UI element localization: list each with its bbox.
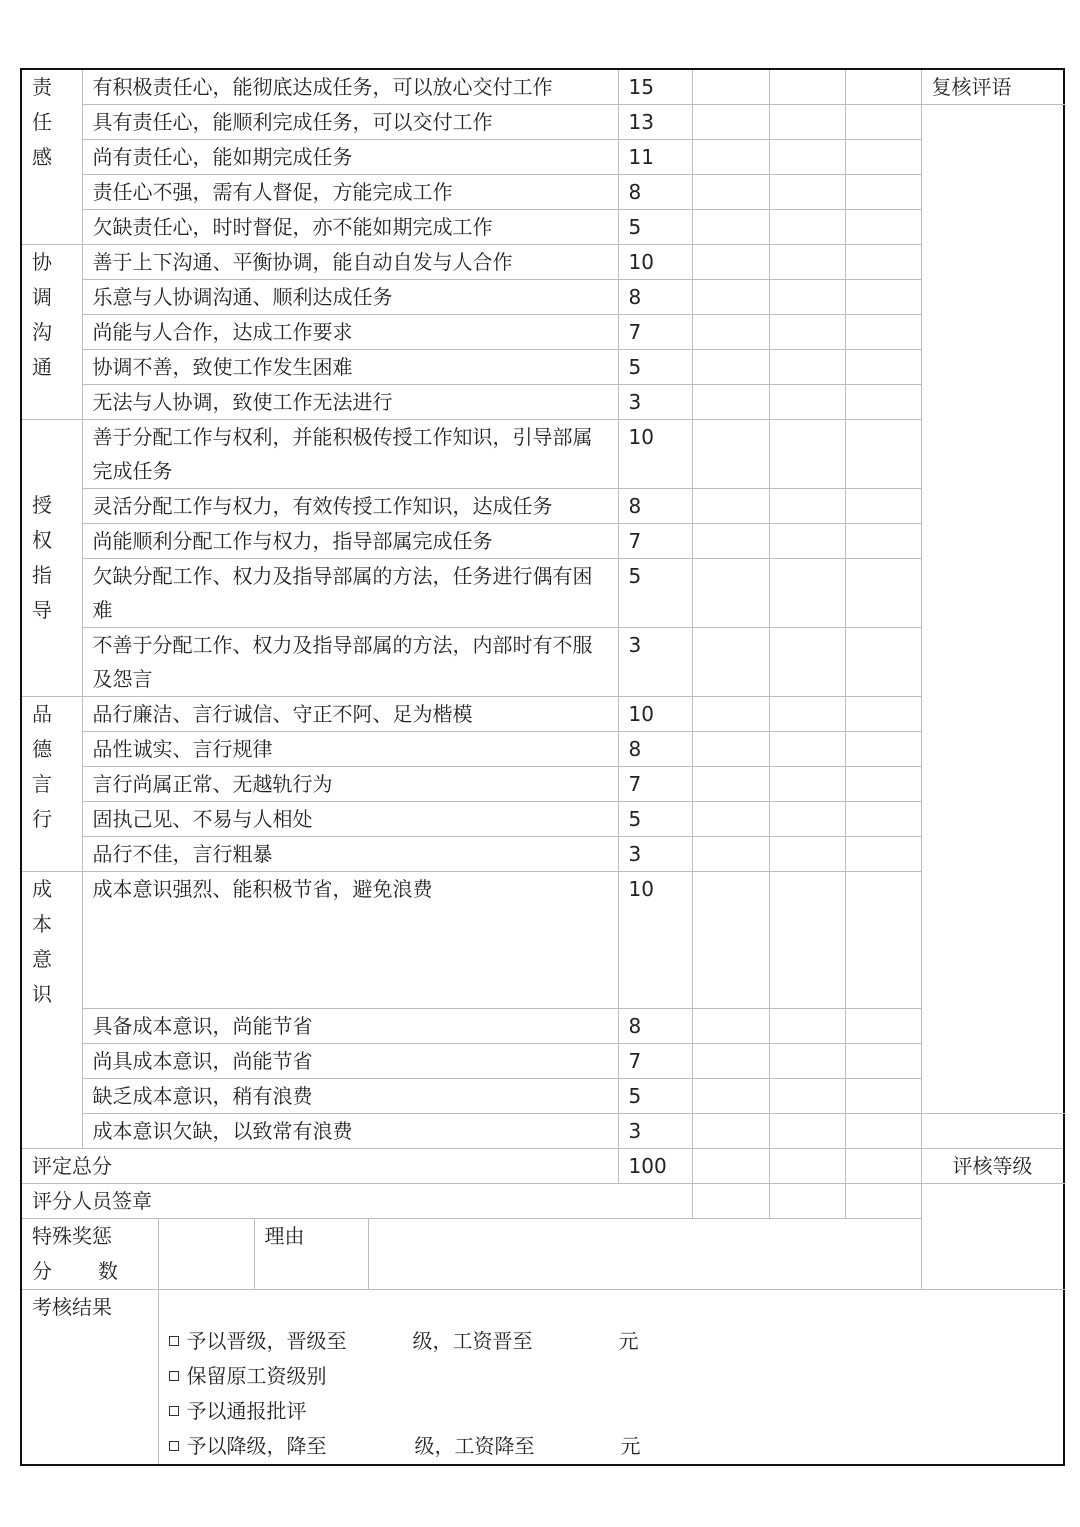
rating-cell[interactable] [845, 732, 921, 767]
signature-cell[interactable] [769, 1184, 845, 1219]
option-criticize[interactable] [169, 1394, 1054, 1429]
rating-cell[interactable] [692, 697, 769, 732]
criterion-description: 欠缺分配工作、权力及指导部属的方法，任务进行偶有困难 [82, 559, 618, 628]
rating-cell[interactable] [845, 420, 921, 489]
rating-cell[interactable] [845, 872, 921, 1009]
rating-cell[interactable] [769, 280, 845, 315]
signature-cell[interactable] [845, 1184, 921, 1219]
criterion-description: 成本意识强烈、能积极节省，避免浪费 [82, 872, 618, 1009]
criterion-score: 13 [618, 105, 692, 140]
category-label: 成本意识 [21, 872, 82, 1149]
rating-cell[interactable] [692, 210, 769, 245]
rating-cell[interactable] [845, 524, 921, 559]
criterion-description: 尚能顺利分配工作与权力，指导部属完成任务 [82, 524, 618, 559]
rating-cell[interactable] [769, 872, 845, 1009]
criterion-description: 不善于分配工作、权力及指导部属的方法，内部时有不服及怨言 [82, 628, 618, 697]
rating-cell[interactable] [692, 732, 769, 767]
option-keep-level-text: 保留原工资级别 [186, 1364, 327, 1388]
criterion-score: 10 [618, 697, 692, 732]
option-keep-level[interactable] [169, 1359, 1054, 1394]
rating-cell[interactable] [845, 1079, 921, 1114]
rating-total-cell[interactable] [845, 1149, 921, 1184]
criterion-description: 尚有责任心，能如期完成任务 [82, 140, 618, 175]
rating-cell[interactable] [692, 420, 769, 489]
rating-cell[interactable] [692, 1009, 769, 1044]
option-criticize-text: 予以通报批评 [186, 1399, 307, 1423]
rating-cell[interactable] [845, 837, 921, 872]
rating-cell[interactable] [692, 1044, 769, 1079]
total-score-value: 100 [618, 1149, 692, 1184]
rating-cell[interactable] [692, 280, 769, 315]
rating-cell[interactable] [845, 1114, 921, 1149]
criterion-description: 协调不善，致使工作发生困难 [82, 350, 618, 385]
rating-cell[interactable] [769, 732, 845, 767]
rating-cell[interactable] [692, 350, 769, 385]
criterion-score: 8 [618, 732, 692, 767]
rating-cell[interactable] [692, 105, 769, 140]
criterion-score: 5 [618, 802, 692, 837]
rating-cell[interactable] [845, 489, 921, 524]
criterion-description: 缺乏成本意识，稍有浪费 [82, 1079, 618, 1114]
option-promote-text-c: 元 [618, 1329, 639, 1353]
rating-cell[interactable] [845, 280, 921, 315]
rating-cell[interactable] [692, 1079, 769, 1114]
rating-cell[interactable] [692, 628, 769, 697]
rating-cell[interactable] [769, 697, 845, 732]
criterion-description: 有积极责任心，能彻底达成任务，可以放心交付工作 [82, 69, 618, 105]
criterion-score: 8 [618, 1009, 692, 1044]
criterion-score: 3 [618, 837, 692, 872]
rating-cell[interactable] [845, 69, 921, 105]
rating-cell[interactable] [769, 767, 845, 802]
rating-cell[interactable] [845, 385, 921, 420]
option-promote-text-a: 予以晋级，晋级至 [186, 1329, 347, 1353]
criterion-description: 言行尚属正常、无越轨行为 [82, 767, 618, 802]
criterion-description: 具有责任心，能顺利完成任务，可以交付工作 [82, 105, 618, 140]
checkbox-icon[interactable] [169, 1406, 179, 1416]
rating-cell[interactable] [692, 315, 769, 350]
criterion-description: 善于上下沟通、平衡协调，能自动自发与人合作 [82, 245, 618, 280]
rating-cell[interactable] [845, 210, 921, 245]
rating-cell[interactable] [845, 175, 921, 210]
checkbox-icon[interactable] [169, 1336, 179, 1346]
category-label: 品德言行 [21, 697, 82, 872]
criterion-score: 7 [618, 767, 692, 802]
rating-cell[interactable] [692, 489, 769, 524]
rating-cell[interactable] [692, 69, 769, 105]
criterion-score: 5 [618, 350, 692, 385]
assessment-result-label: 考核结果 [21, 1290, 158, 1466]
option-demote-text-c: 元 [620, 1434, 641, 1458]
rating-cell[interactable] [692, 872, 769, 1009]
rating-cell[interactable] [845, 140, 921, 175]
rating-cell[interactable] [769, 350, 845, 385]
criterion-score: 8 [618, 175, 692, 210]
rating-cell[interactable] [692, 524, 769, 559]
special-label-char-shu: 数 [98, 1259, 118, 1283]
rating-cell[interactable] [692, 837, 769, 872]
option-promote[interactable] [169, 1324, 1054, 1359]
option-demote-text-a: 予以降级，降至 [186, 1434, 327, 1458]
rating-cell[interactable] [769, 1079, 845, 1114]
criterion-description: 成本意识欠缺，以致常有浪费 [82, 1114, 618, 1149]
rating-cell[interactable] [769, 140, 845, 175]
rating-cell[interactable] [769, 837, 845, 872]
rating-cell[interactable] [845, 767, 921, 802]
criterion-description: 品行不佳，言行粗暴 [82, 837, 618, 872]
rating-cell[interactable] [692, 1114, 769, 1149]
rating-cell[interactable] [769, 489, 845, 524]
rating-cell[interactable] [845, 1009, 921, 1044]
rating-cell[interactable] [692, 175, 769, 210]
rating-cell[interactable] [845, 105, 921, 140]
criterion-score: 3 [618, 628, 692, 697]
option-demote[interactable] [169, 1429, 1054, 1464]
checkbox-icon[interactable] [169, 1441, 179, 1451]
criterion-score: 10 [618, 245, 692, 280]
rating-cell[interactable] [769, 1114, 845, 1149]
criterion-description: 责任心不强，需有人督促，方能完成工作 [82, 175, 618, 210]
category-label: 协调沟通 [21, 245, 82, 420]
rating-cell[interactable] [769, 1009, 845, 1044]
criterion-description: 具备成本意识，尚能节省 [82, 1009, 618, 1044]
rating-cell[interactable] [769, 802, 845, 837]
option-demote-text-b: 级，工资降至 [414, 1434, 535, 1458]
criterion-score: 7 [618, 524, 692, 559]
criterion-description: 固执己见、不易与人相处 [82, 802, 618, 837]
criterion-score: 10 [618, 420, 692, 489]
rating-cell[interactable] [692, 767, 769, 802]
criterion-description: 乐意与人协调沟通、顺利达成任务 [82, 280, 618, 315]
criterion-score: 5 [618, 1079, 692, 1114]
criterion-score: 8 [618, 489, 692, 524]
rating-cell[interactable] [692, 802, 769, 837]
rater-signature-label: 评分人员签章 [21, 1184, 692, 1219]
criterion-description: 欠缺责任心，时时督促，亦不能如期完成工作 [82, 210, 618, 245]
total-score-label: 评定总分 [21, 1149, 618, 1184]
criterion-score: 7 [618, 1044, 692, 1079]
rating-cell[interactable] [769, 315, 845, 350]
rating-cell[interactable] [845, 245, 921, 280]
review-comment-label: 复核评语 [921, 69, 1064, 105]
rating-cell[interactable] [692, 140, 769, 175]
criterion-description: 无法与人协调，致使工作无法进行 [82, 385, 618, 420]
criterion-score: 15 [618, 69, 692, 105]
criterion-score: 7 [618, 315, 692, 350]
option-promote-text-b: 级，工资晋至 [412, 1329, 533, 1353]
criterion-score: 10 [618, 872, 692, 1009]
appraisal-form-table [20, 68, 1065, 1466]
assessment-grade-label: 评核等级 [921, 1149, 1064, 1184]
rating-cell[interactable] [845, 802, 921, 837]
signature-cell[interactable] [692, 1184, 769, 1219]
criterion-description: 灵活分配工作与权力，有效传授工作知识，达成任务 [82, 489, 618, 524]
rating-cell[interactable] [845, 697, 921, 732]
special-label-line1: 特殊奖惩 [32, 1224, 112, 1248]
special-label-line2 [32, 1254, 148, 1289]
rating-cell[interactable] [845, 350, 921, 385]
rating-cell[interactable] [769, 210, 845, 245]
rating-cell[interactable] [769, 245, 845, 280]
criterion-score: 5 [618, 210, 692, 245]
criterion-score: 5 [618, 559, 692, 628]
rating-cell[interactable] [769, 385, 845, 420]
rating-cell[interactable] [769, 420, 845, 489]
assessment-result-options [158, 1290, 1064, 1466]
criterion-score: 3 [618, 1114, 692, 1149]
rating-cell[interactable] [769, 69, 845, 105]
rating-cell[interactable] [845, 1044, 921, 1079]
rating-total-cell[interactable] [769, 1149, 845, 1184]
category-label: 授权指导 [21, 420, 82, 697]
rating-total-cell[interactable] [692, 1149, 769, 1184]
criterion-score: 3 [618, 385, 692, 420]
assessment-grade-field[interactable] [921, 1184, 1064, 1290]
checkbox-icon[interactable] [169, 1371, 179, 1381]
special-score-field[interactable] [158, 1219, 254, 1290]
rating-cell[interactable] [769, 175, 845, 210]
criterion-description: 善于分配工作与权利，并能积极传授工作知识，引导部属完成任务 [82, 420, 618, 489]
rating-cell[interactable] [845, 628, 921, 697]
special-reward-penalty-label [21, 1219, 158, 1290]
rating-cell[interactable] [769, 105, 845, 140]
rating-cell[interactable] [769, 1044, 845, 1079]
rating-cell[interactable] [692, 385, 769, 420]
reason-label: 理由 [254, 1219, 368, 1290]
rating-cell[interactable] [769, 524, 845, 559]
category-label: 责任感 [21, 69, 82, 245]
criterion-description: 尚具成本意识，尚能节省 [82, 1044, 618, 1079]
criterion-description: 品行廉洁、言行诚信、守正不阿、足为楷模 [82, 697, 618, 732]
criterion-score: 11 [618, 140, 692, 175]
rating-cell[interactable] [845, 315, 921, 350]
criterion-description: 尚能与人合作，达成工作要求 [82, 315, 618, 350]
reason-field[interactable] [368, 1219, 921, 1290]
rating-cell[interactable] [845, 559, 921, 628]
criterion-description: 品性诚实、言行规律 [82, 732, 618, 767]
rating-cell[interactable] [769, 559, 845, 628]
rating-cell[interactable] [692, 245, 769, 280]
criterion-score: 8 [618, 280, 692, 315]
special-label-char-fen: 分 [32, 1259, 52, 1283]
rating-cell[interactable] [692, 559, 769, 628]
rating-cell[interactable] [769, 628, 845, 697]
review-comment-field[interactable] [921, 105, 1064, 1114]
